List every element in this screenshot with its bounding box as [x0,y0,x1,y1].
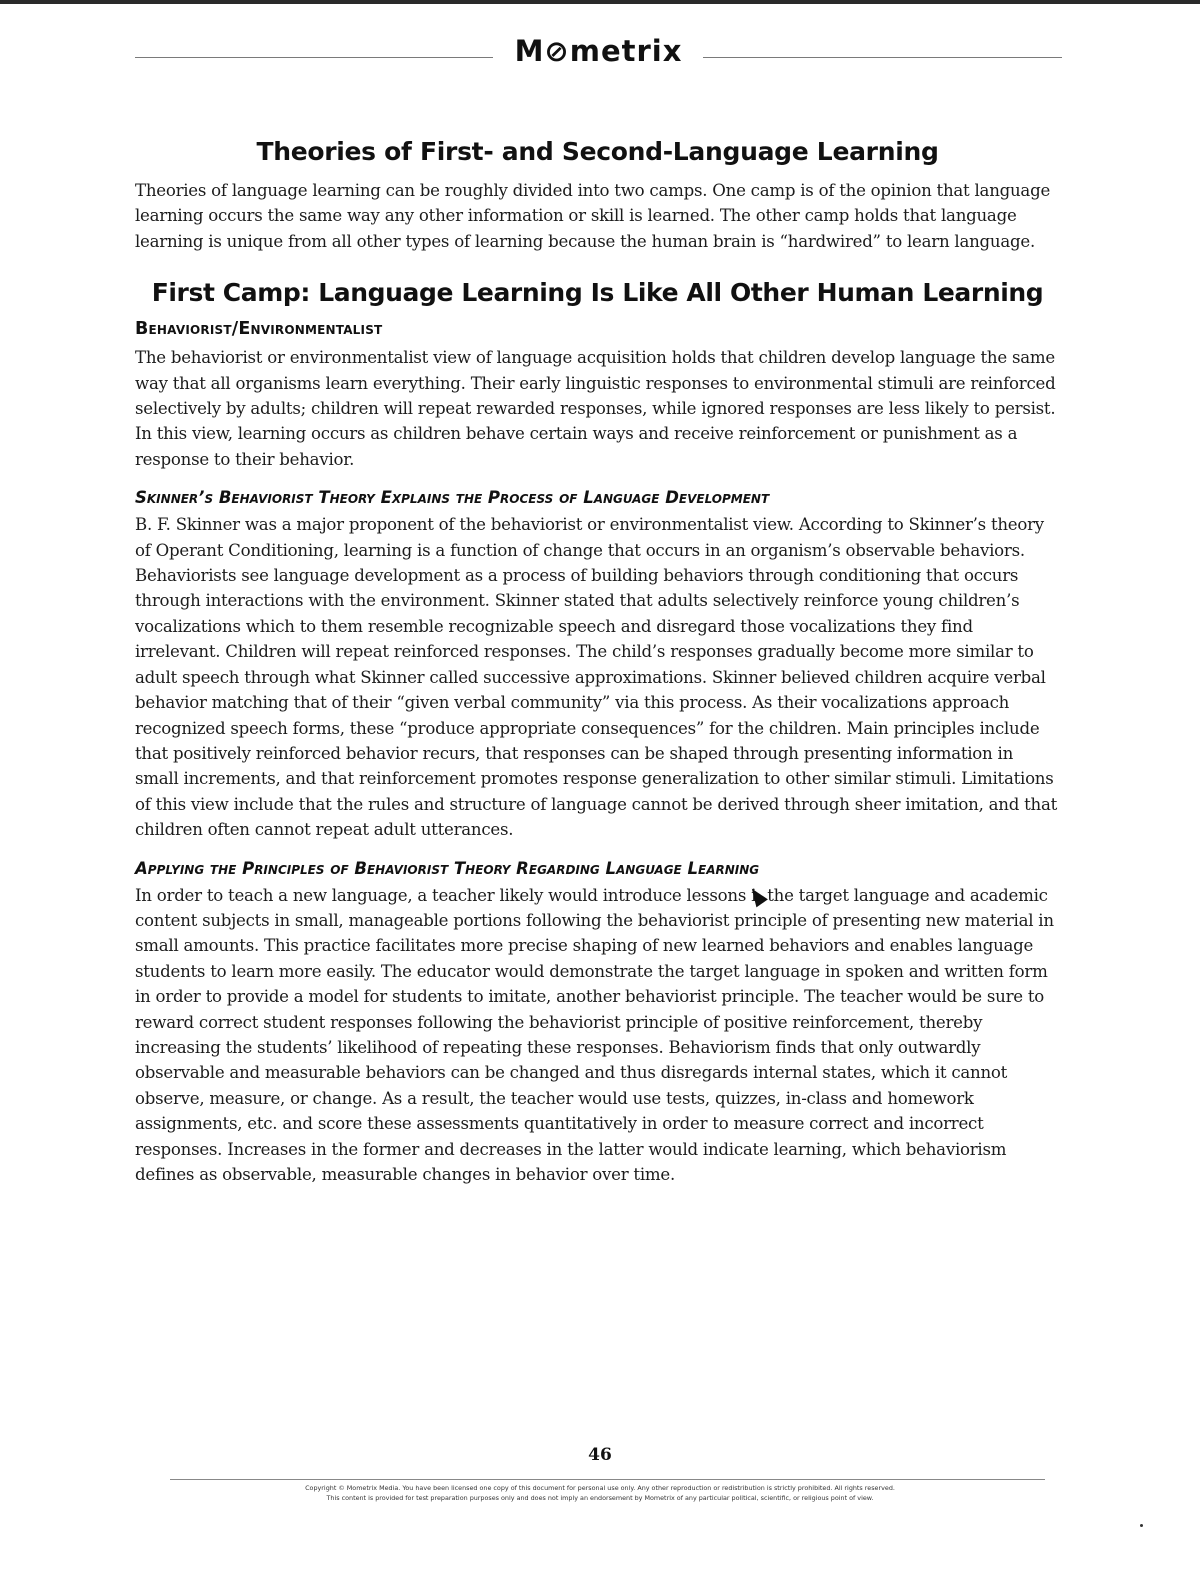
intro-paragraph: Theories of language learning can be roughly divided into two camps. One camp is of the opinion that language learning occurs the same way any other information or skill is learned. The other camp holds that language learning is unique from all other types of learning because the human brain is “hardwired” to learn language. [135,181,1051,251]
copyright-notice [150,1483,1050,1503]
brand-logo: M⊘metrix [514,34,683,68]
scan-speck [1140,1524,1143,1527]
applying-heading: Applying the Principles of Behaviorist Theory Regarding Language Learning [135,858,760,878]
subsection-heading: Behaviorist/Environmentalist [135,319,383,340]
applying-text-rest: the target language and academic content subjects in small, manageable portions following the behaviorist principle of presenting new material in small amounts. This practice facilitates more precise shaping of new learned behaviors and enables language students to learn more easily. The educator would demonstrate the target language in spoken and written form in order to provide a model for students to imitate, another behaviorist principle. The teacher would be sure to reward correct student responses following the behaviorist principle of positive reinforcement, thereby increasing the students’ likelihood of repeating these responses. Behaviorism finds that only outwardly observable and measurable behaviors can be changed and thus disregards internal states, which it cannot observe, measure, or change. As a result, the teacher would use tests, quizzes, in-class and homework assignments, etc. and score these assessments quantitatively in order to measure correct and incorrect responses. Increases in the former and decreases in the latter would indicate learning, which behaviorism defines as observable, measurable changes in behavior over time. [135,885,1054,1184]
copyright-line-1: Copyright © Mometrix Media. You have been licensed one copy of this document for personal use only. Any other reproduction or redistribution is strictly prohibited. All rights reserved. [305,1484,895,1492]
section-heading: First Camp: Language Learning Is Like All Other Human Learning [151,278,1044,308]
page-number: 46 [588,1445,612,1465]
applying-text-start: In order to teach a new language, a teacher likely would introduce lessons i [135,885,757,905]
skinner-heading: Skinner’s Behaviorist Theory Explains the Process of Language Development [135,488,770,508]
header-rule-right [703,57,1062,58]
applying-paragraph [135,883,1060,1188]
skinner-paragraph: B. F. Skinner was a major proponent of the behaviorist or environmentalist view. According to Skinner’s theory of Operant Conditioning, learning is a function of change that occurs in an organism’s observable behaviors. Behaviorists see language development as a process of building behaviors through conditioning that occurs through interactions with the environment. Skinner stated that adults selectively reinforce young children’s vocalizations which to them resemble recognizable speech and disregard those vocalizations they find irrelevant. Children will repeat reinforced responses. The child’s responses gradually become more similar to adult speech through what Skinner called successive approximations. Skinner believed children acquire verbal behavior matching that of their “given verbal community” via this process. As their vocalizations approach recognized speech forms, these “produce appropriate consequences” for the children. Main principles include that positively reinforced behavior recurs, that responses can be shaped through presenting information in small increments, and that reinforcement promotes response generalization to other similar stimuli. Limitations of this view include that the rules and structure of language cannot be derived through sheer imitation, and that children often cannot repeat adult utterances. [135,515,1058,840]
document-body [135,137,1060,1187]
scan-top-edge [0,0,1200,4]
copyright-line-2: This content is provided for test preparation purposes only and does not imply an endorsement by Mometrix of any particular political, scientific, or religious point of view. [326,1494,874,1502]
page-header [135,30,1062,76]
behaviorist-paragraph: The behaviorist or environmentalist view of language acquisition holds that children develop language the same way that all organisms learn everything. Their early linguistic responses to environmental stimuli are reinforced selectively by adults; children will repeat rewarded responses, while ignored responses are less likely to persist. In this view, learning occurs as children behave certain ways and receive reinforcement or punishment as a response to their behavior. [135,348,1056,469]
page-title: Theories of First- and Second-Language Learning [256,137,939,166]
footer-rule [170,1479,1045,1480]
